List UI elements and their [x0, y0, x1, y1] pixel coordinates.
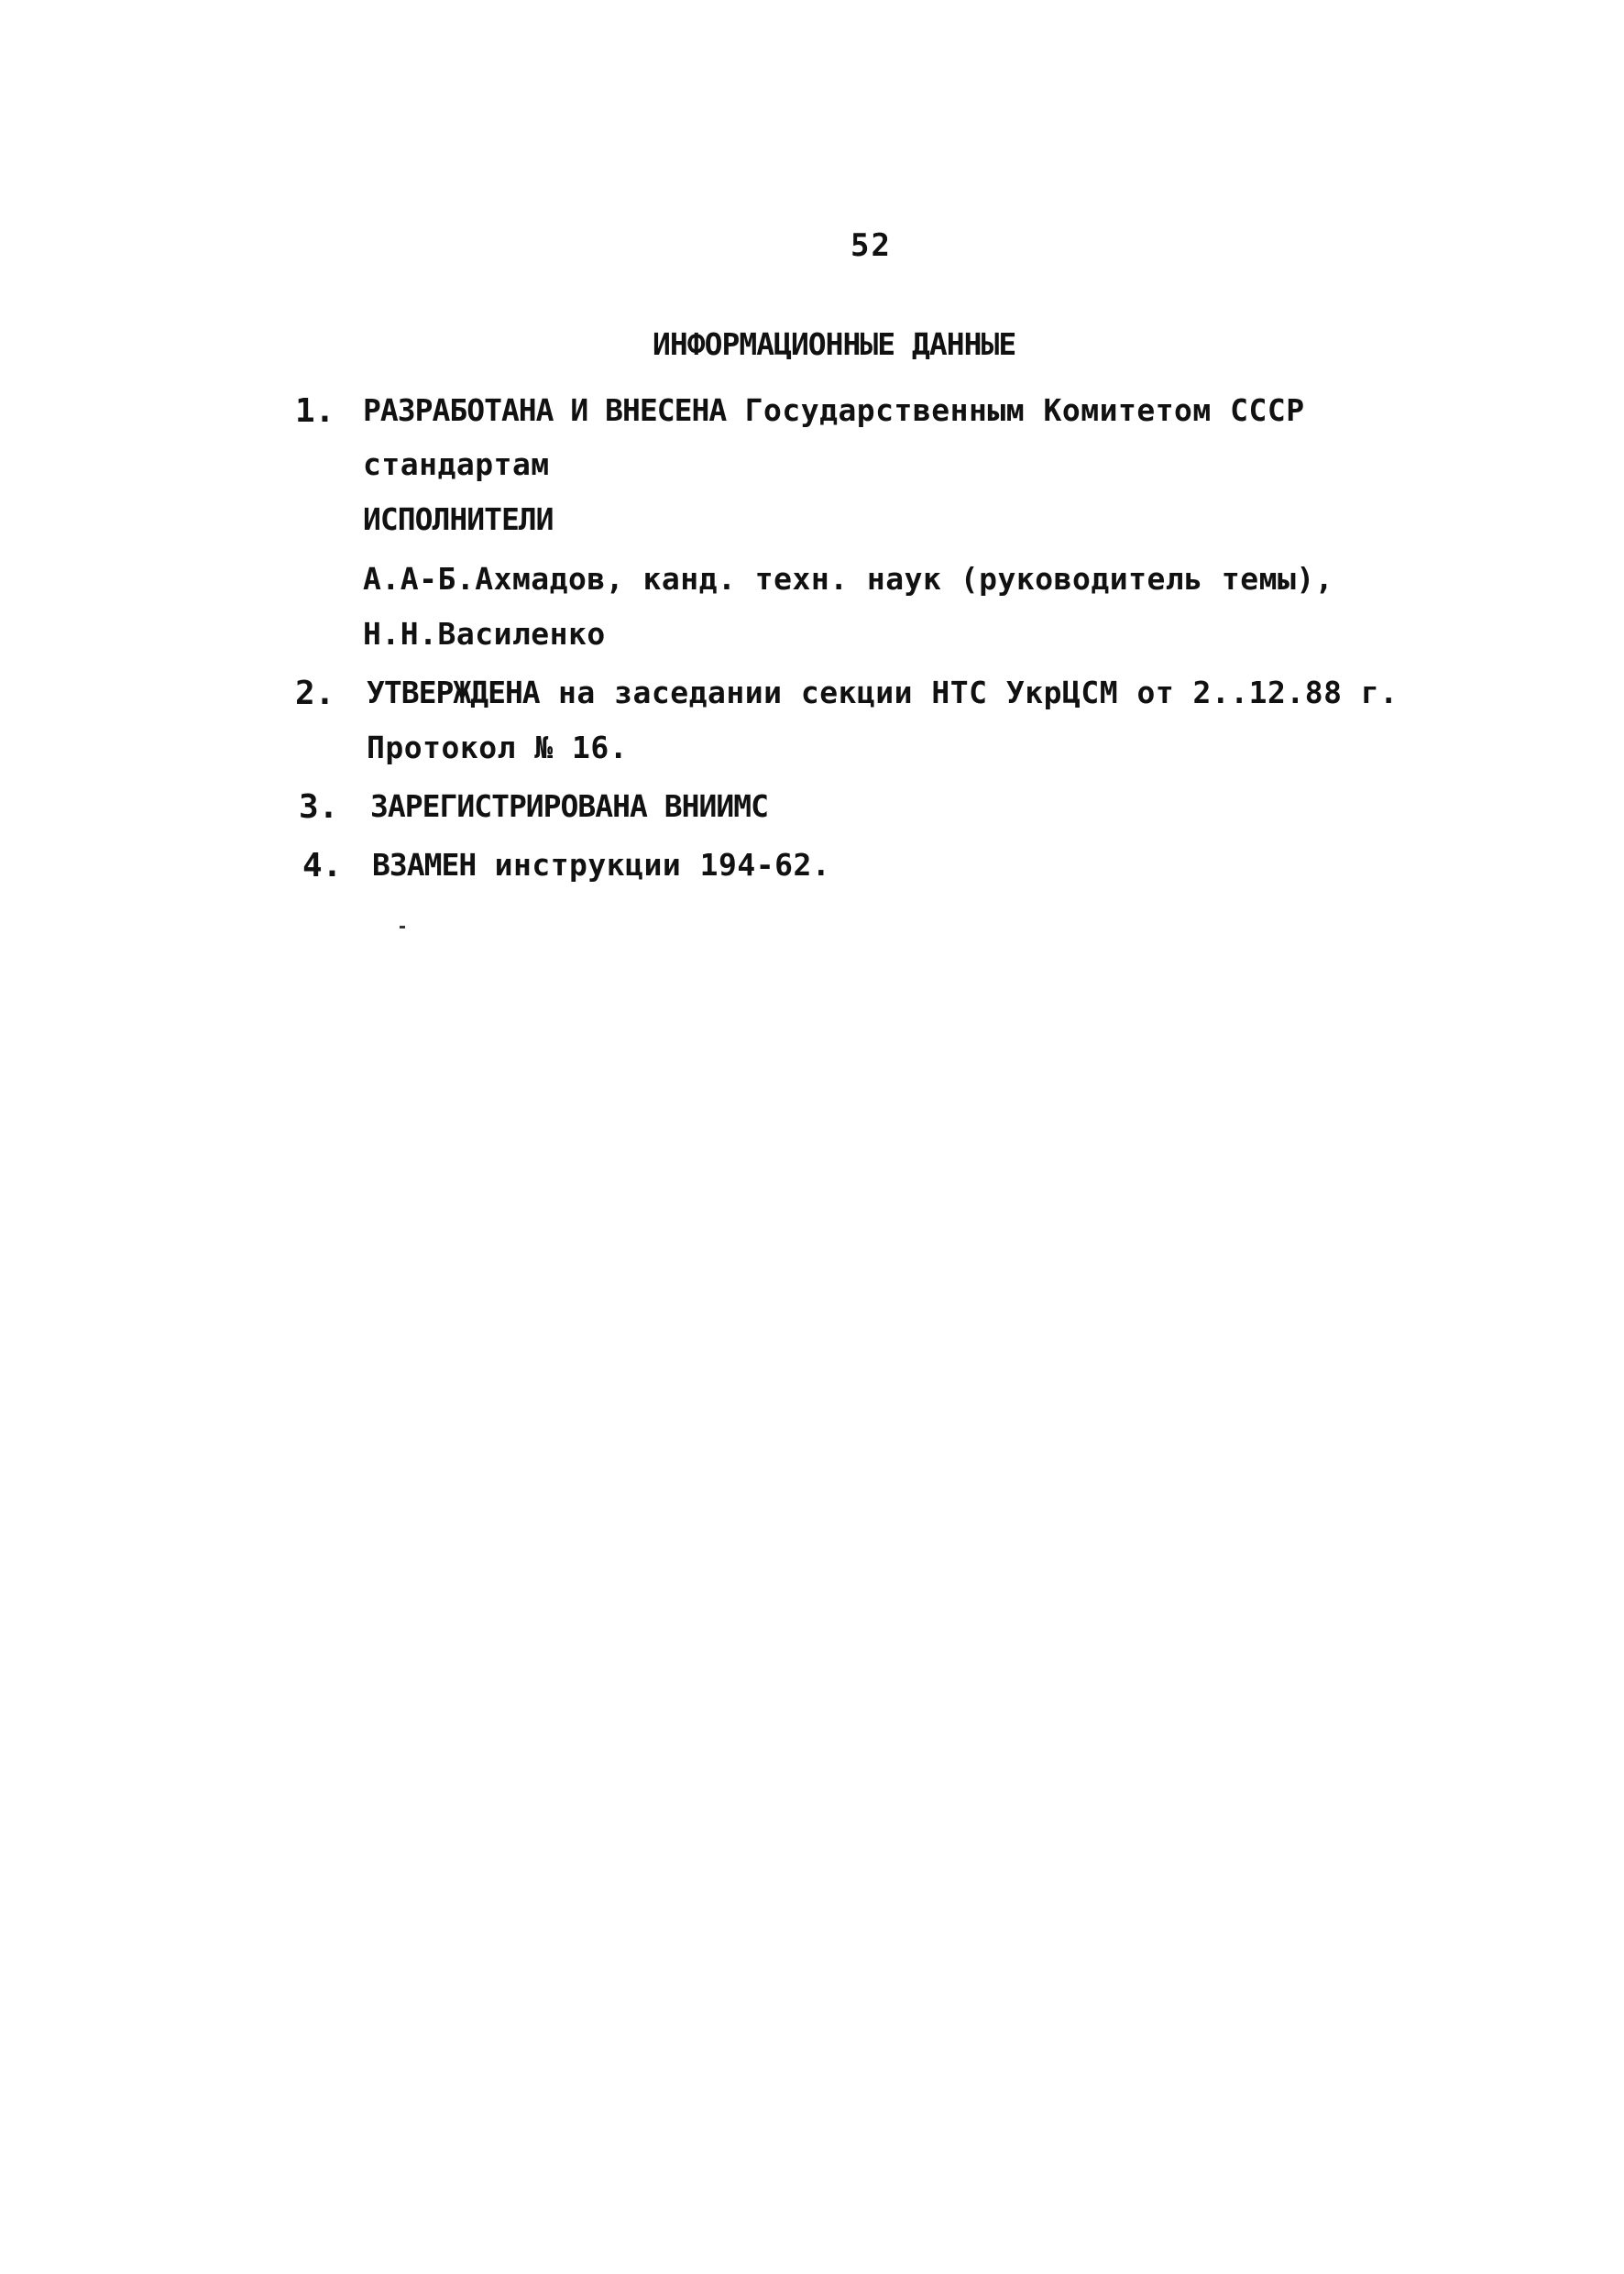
item-line-caps: ИСПОЛНИТЕЛИ — [363, 501, 554, 537]
item-line-caps: РАЗРАБОТАНА И ВНЕСЕНА — [363, 392, 727, 428]
item-line-text: А.А-Б.Ахмадов, канд. техн. наук (руководитель темы), — [363, 561, 1334, 597]
item-line-caps: УТВЕРЖДЕНА — [367, 675, 540, 710]
item-line — [363, 616, 606, 652]
item-line — [363, 561, 1333, 597]
item-line-text: стандартам — [363, 446, 550, 482]
item-line-text: Протокол № 16. — [367, 730, 629, 765]
scan-speck — [400, 926, 405, 928]
item-line — [370, 788, 768, 824]
item-line-text: на заседании секции НТС УкрЦСМ от 2..12.88 г. — [539, 675, 1399, 710]
page-number: 52 — [850, 227, 892, 264]
item-line — [367, 730, 628, 765]
item-line-caps: ВЗАМЕН — [372, 847, 477, 883]
item-number: 4. — [302, 847, 343, 884]
section-heading: ИНФОРМАЦИОННЫЕ ДАННЫЕ — [653, 326, 1016, 362]
item-number: 1. — [295, 392, 335, 430]
item-line-caps: ЗАРЕГИСТРИРОВАНА ВНИИМС — [370, 788, 768, 824]
item-line — [363, 501, 554, 537]
item-number: 3. — [299, 788, 339, 826]
item-line — [363, 446, 550, 482]
item-line-text: Н.Н.Василенко — [363, 616, 606, 652]
item-line-text: инструкции 194-62. — [476, 847, 831, 883]
item-line-text: Государственным Комитетом СССР — [726, 392, 1305, 428]
item-line — [372, 847, 830, 883]
item-number: 2. — [295, 675, 335, 712]
item-line — [367, 675, 1399, 710]
item-line — [363, 392, 1305, 428]
